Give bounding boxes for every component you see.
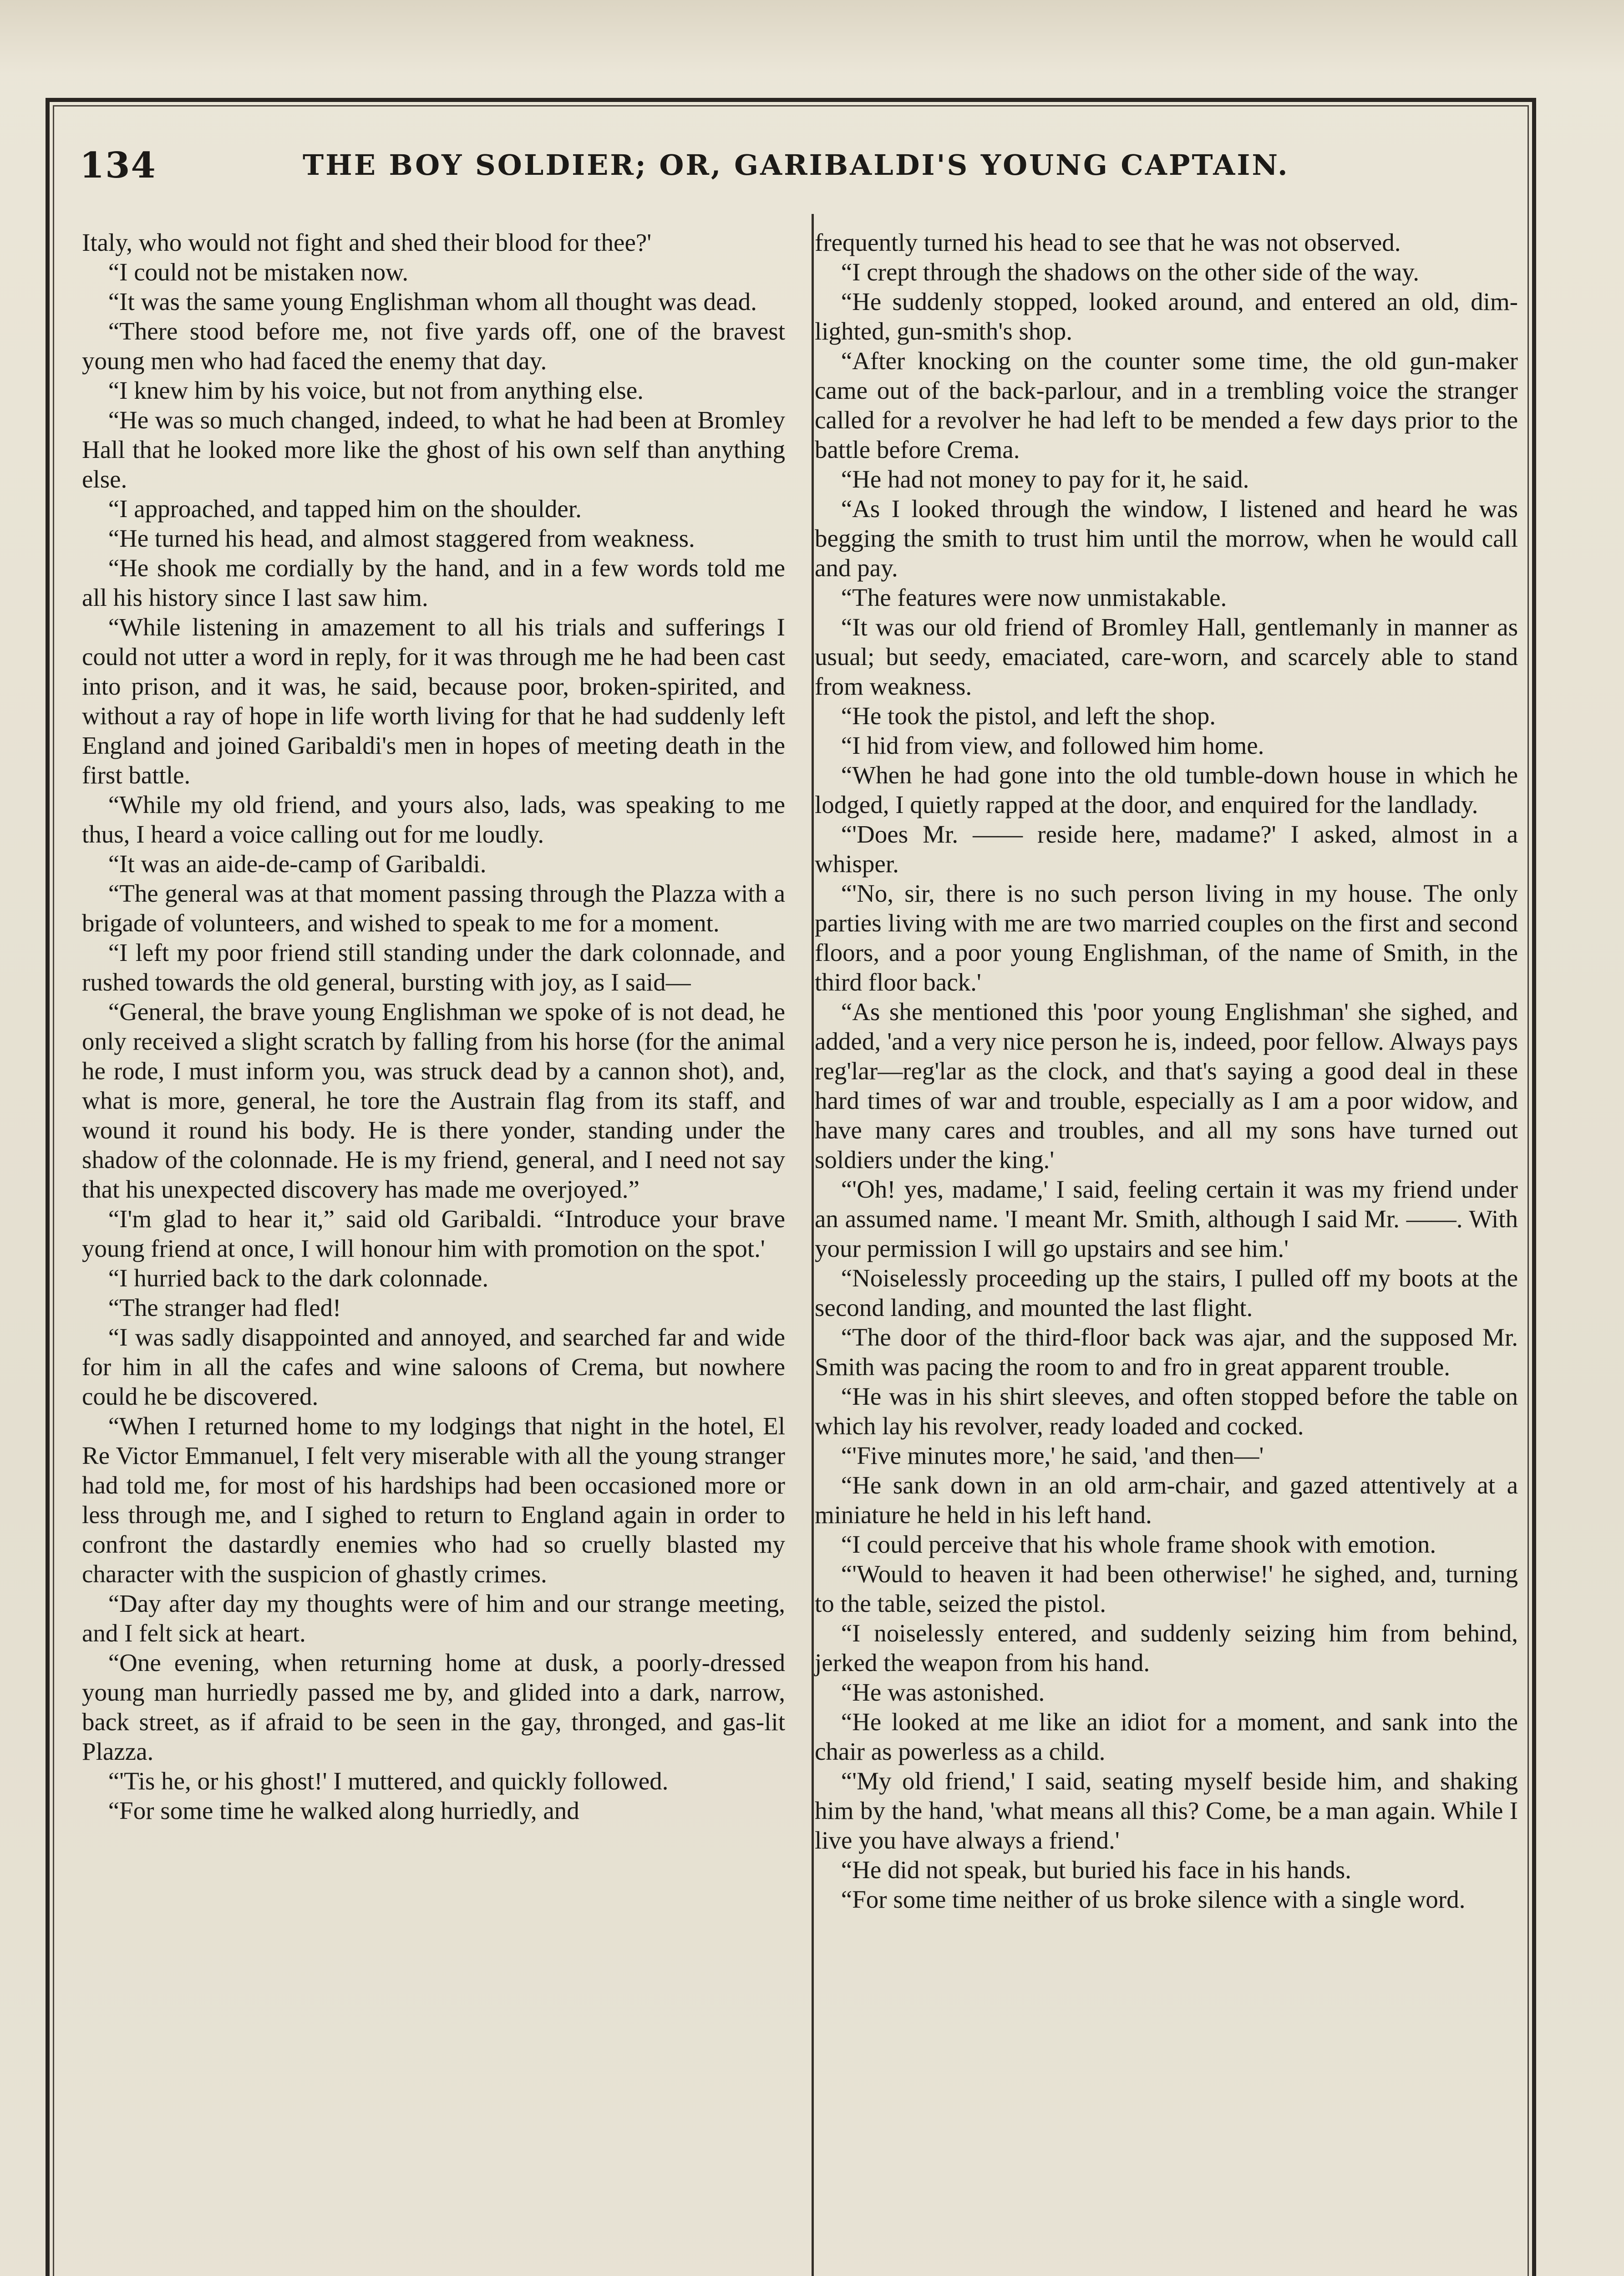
paragraph: “While listening in amazement to all his trials and sufferings I could not utter a word in reply, for it was through me he had been cast into prison, and it was, he said, because poor, broken-spirited, and without a ray of hope in life worth living for that he had suddenly left England and joined Garibaldi's men in hopes of meeting death in the first battle. [82, 613, 785, 789]
paragraph: “The door of the third-floor back was ajar, and the supposed Mr. Smith was pacing the room to and fro in great apparent trouble. [815, 1323, 1518, 1381]
paragraph: “For some time neither of us broke silence with a single word. [841, 1885, 1466, 1913]
paragraph: “He was in his shirt sleeves, and often stopped before the table on which lay his revolver, ready loaded and cocked. [815, 1382, 1518, 1440]
column-divider [812, 214, 814, 2276]
paragraph: “I hurried back to the dark colonnade. [108, 1264, 489, 1292]
paragraph: “'Would to heaven it had been otherwise!' he sighed, and, turning to the table, seized the pistol. [815, 1560, 1518, 1617]
paragraph: frequently turned his head to see that he was not observed. [815, 229, 1401, 256]
paragraph: “When I returned home to my lodgings that night in the hotel, El Re Victor Emmanuel, I felt very miserable with all the young stranger had told me, for most of his hardships had been occasioned more or less through me, and I sighed to return to England again in order to confront the dastardly enemies who had so cruelly blasted my character with the suspicion of ghastly crimes. [82, 1412, 785, 1588]
paragraph: “As I looked through the window, I listened and heard he was begging the smith to trust him until the morrow, when he would call and pay. [815, 495, 1518, 582]
paragraph: “I'm glad to hear it,” said old Garibaldi. “Introduce your brave young friend at once, I will honour him with promotion on the spot.' [82, 1205, 785, 1262]
paragraph: “The stranger had fled! [108, 1294, 341, 1321]
paragraph: “I knew him by his voice, but not from anything else. [108, 376, 644, 404]
page-top-shadow [0, 0, 1624, 73]
paragraph: “He looked at me like an idiot for a moment, and sank into the chair as powerless as a child. [815, 1708, 1518, 1765]
paragraph: “I could not be mistaken now. [108, 258, 409, 286]
running-header [80, 145, 1522, 195]
paragraph: “The features were now unmistakable. [841, 584, 1227, 611]
paragraph: “'Tis he, or his ghost!' I muttered, and quickly followed. [108, 1767, 669, 1795]
paragraph: “'My old friend,' I said, seating myself beside him, and shaking him by the hand, 'what means all this? Come, be a man again. While I live you have always a friend.' [815, 1767, 1518, 1854]
paragraph: “As she mentioned this 'poor young Englishman' she sighed, and added, 'and a very nice person he is, indeed, poor fellow. Always pays reg'lar—reg'lar as the clock, and that's saying a good deal in these hard times of war and trouble, especially as I am a poor widow, and have many cares and troubles, and all my sons have turned out soldiers under the king.' [815, 998, 1518, 1174]
paragraph: “He sank down in an old arm-chair, and gazed attentively at a miniature he held in his left hand. [815, 1471, 1518, 1529]
running-title: THE BOY SOLDIER; OR, GARIBALDI'S YOUNG CAPTAIN. [303, 148, 1289, 182]
paragraph: “The general was at that moment passing through the Plazza with a brigade of volunteers, and wished to speak to me for a moment. [82, 879, 785, 937]
paragraph: “There stood before me, not five yards off, one of the bravest young men who had faced the enemy that day. [82, 317, 785, 375]
page-number: 134 [80, 145, 157, 186]
paragraph: “He was astonished. [841, 1678, 1045, 1706]
paragraph: “One evening, when returning home at dusk, a poorly-dressed young man hurriedly passed me by, and glided into a dark, narrow, back street, as if afraid to be seen in the gay, thronged, and gas-lit Plazza. [82, 1649, 785, 1765]
paragraph: “Noiselessly proceeding up the stairs, I pulled off my boots at the second landing, and mounted the last flight. [815, 1264, 1518, 1321]
paragraph: “After knocking on the counter some time, the old gun-maker came out of the back-parlour, and in a trembling voice the stranger called for a revolver he had left to be mended a few days prior to the battle before Crema. [815, 347, 1518, 463]
paragraph: “I left my poor friend still standing under the dark colonnade, and rushed towards the old general, bursting with joy, as I said— [82, 939, 785, 996]
paragraph: “'No, sir, there is no such person living in my house. The only parties living with me are two married couples on the first and second floors, and a poor young Englishman, of the name of Smith, in the third floor back.' [815, 879, 1518, 996]
paragraph: “I approached, and tapped him on the shoulder. [108, 495, 582, 523]
paragraph: “I was sadly disappointed and annoyed, and searched far and wide for him in all the cafes and wine saloons of Crema, but nowhere could he be discovered. [82, 1323, 785, 1410]
paragraph: “For some time he walked along hurriedly, and [108, 1797, 579, 1824]
paragraph: “It was an aide-de-camp of Garibaldi. [108, 850, 487, 878]
paragraph: “He did not speak, but buried his face in his hands. [841, 1856, 1351, 1884]
paragraph: “He suddenly stopped, looked around, and entered an old, dim-lighted, gun-smith's shop. [815, 288, 1518, 345]
paragraph: “'Oh! yes, madame,' I said, feeling certain it was my friend under an assumed name. 'I meant Mr. Smith, although I said Mr. ——. With your permission I will go upstairs and see him.' [815, 1175, 1518, 1262]
paragraph: “I hid from view, and followed him home. [841, 732, 1264, 759]
paragraph: “I could perceive that his whole frame shook with emotion. [841, 1530, 1436, 1558]
paragraph: “'Five minutes more,' he said, 'and then—' [841, 1442, 1264, 1469]
paragraph: “'Does Mr. —— reside here, madame?' I asked, almost in a whisper. [815, 820, 1518, 878]
paragraph: “He had not money to pay for it, he said. [841, 465, 1249, 493]
paragraph: “General, the brave young Englishman we spoke of is not dead, he only received a slight scratch by falling from his horse (for the animal he rode, I must inform you, was struck dead by a cannon shot), and, what is more, general, he tore the Austrain flag from its staff, and wound it round his body. He is there yonder, standing under the shadow of the colonnade. He is my friend, general, and I need not say that his unexpected discovery has made me overjoyed.” [82, 998, 785, 1203]
paragraph: “I crept through the shadows on the other side of the way. [841, 258, 1419, 286]
paragraph: “When he had gone into the old tumble-down house in which he lodged, I quietly rapped at the door, and enquired for the landlady. [815, 761, 1518, 818]
text-column-left [82, 228, 785, 2276]
paragraph: “He was so much changed, indeed, to what he had been at Bromley Hall that he looked more like the ghost of his own self than anything else. [82, 406, 785, 493]
paragraph: “While my old friend, and yours also, lads, was speaking to me thus, I heard a voice calling out for me loudly. [82, 791, 785, 848]
paragraph: Italy, who would not fight and shed their blood for thee?' [82, 229, 652, 256]
paragraph: “It was our old friend of Bromley Hall, gentlemanly in manner as usual; but seedy, emaciated, care-worn, and scarcely able to stand from weakness. [815, 613, 1518, 700]
paragraph: “He turned his head, and almost staggered from weakness. [108, 524, 695, 552]
paragraph: “He shook me cordially by the hand, and in a few words told me all his history since I last saw him. [82, 554, 785, 611]
paragraph: “I noiselessly entered, and suddenly seizing him from behind, jerked the weapon from his hand. [815, 1619, 1518, 1677]
text-column-right [815, 228, 1518, 2276]
paragraph: “He took the pistol, and left the shop. [841, 702, 1216, 730]
paragraph: “It was the same young Englishman whom all thought was dead. [108, 288, 757, 315]
paragraph: “Day after day my thoughts were of him and our strange meeting, and I felt sick at heart. [82, 1590, 785, 1647]
